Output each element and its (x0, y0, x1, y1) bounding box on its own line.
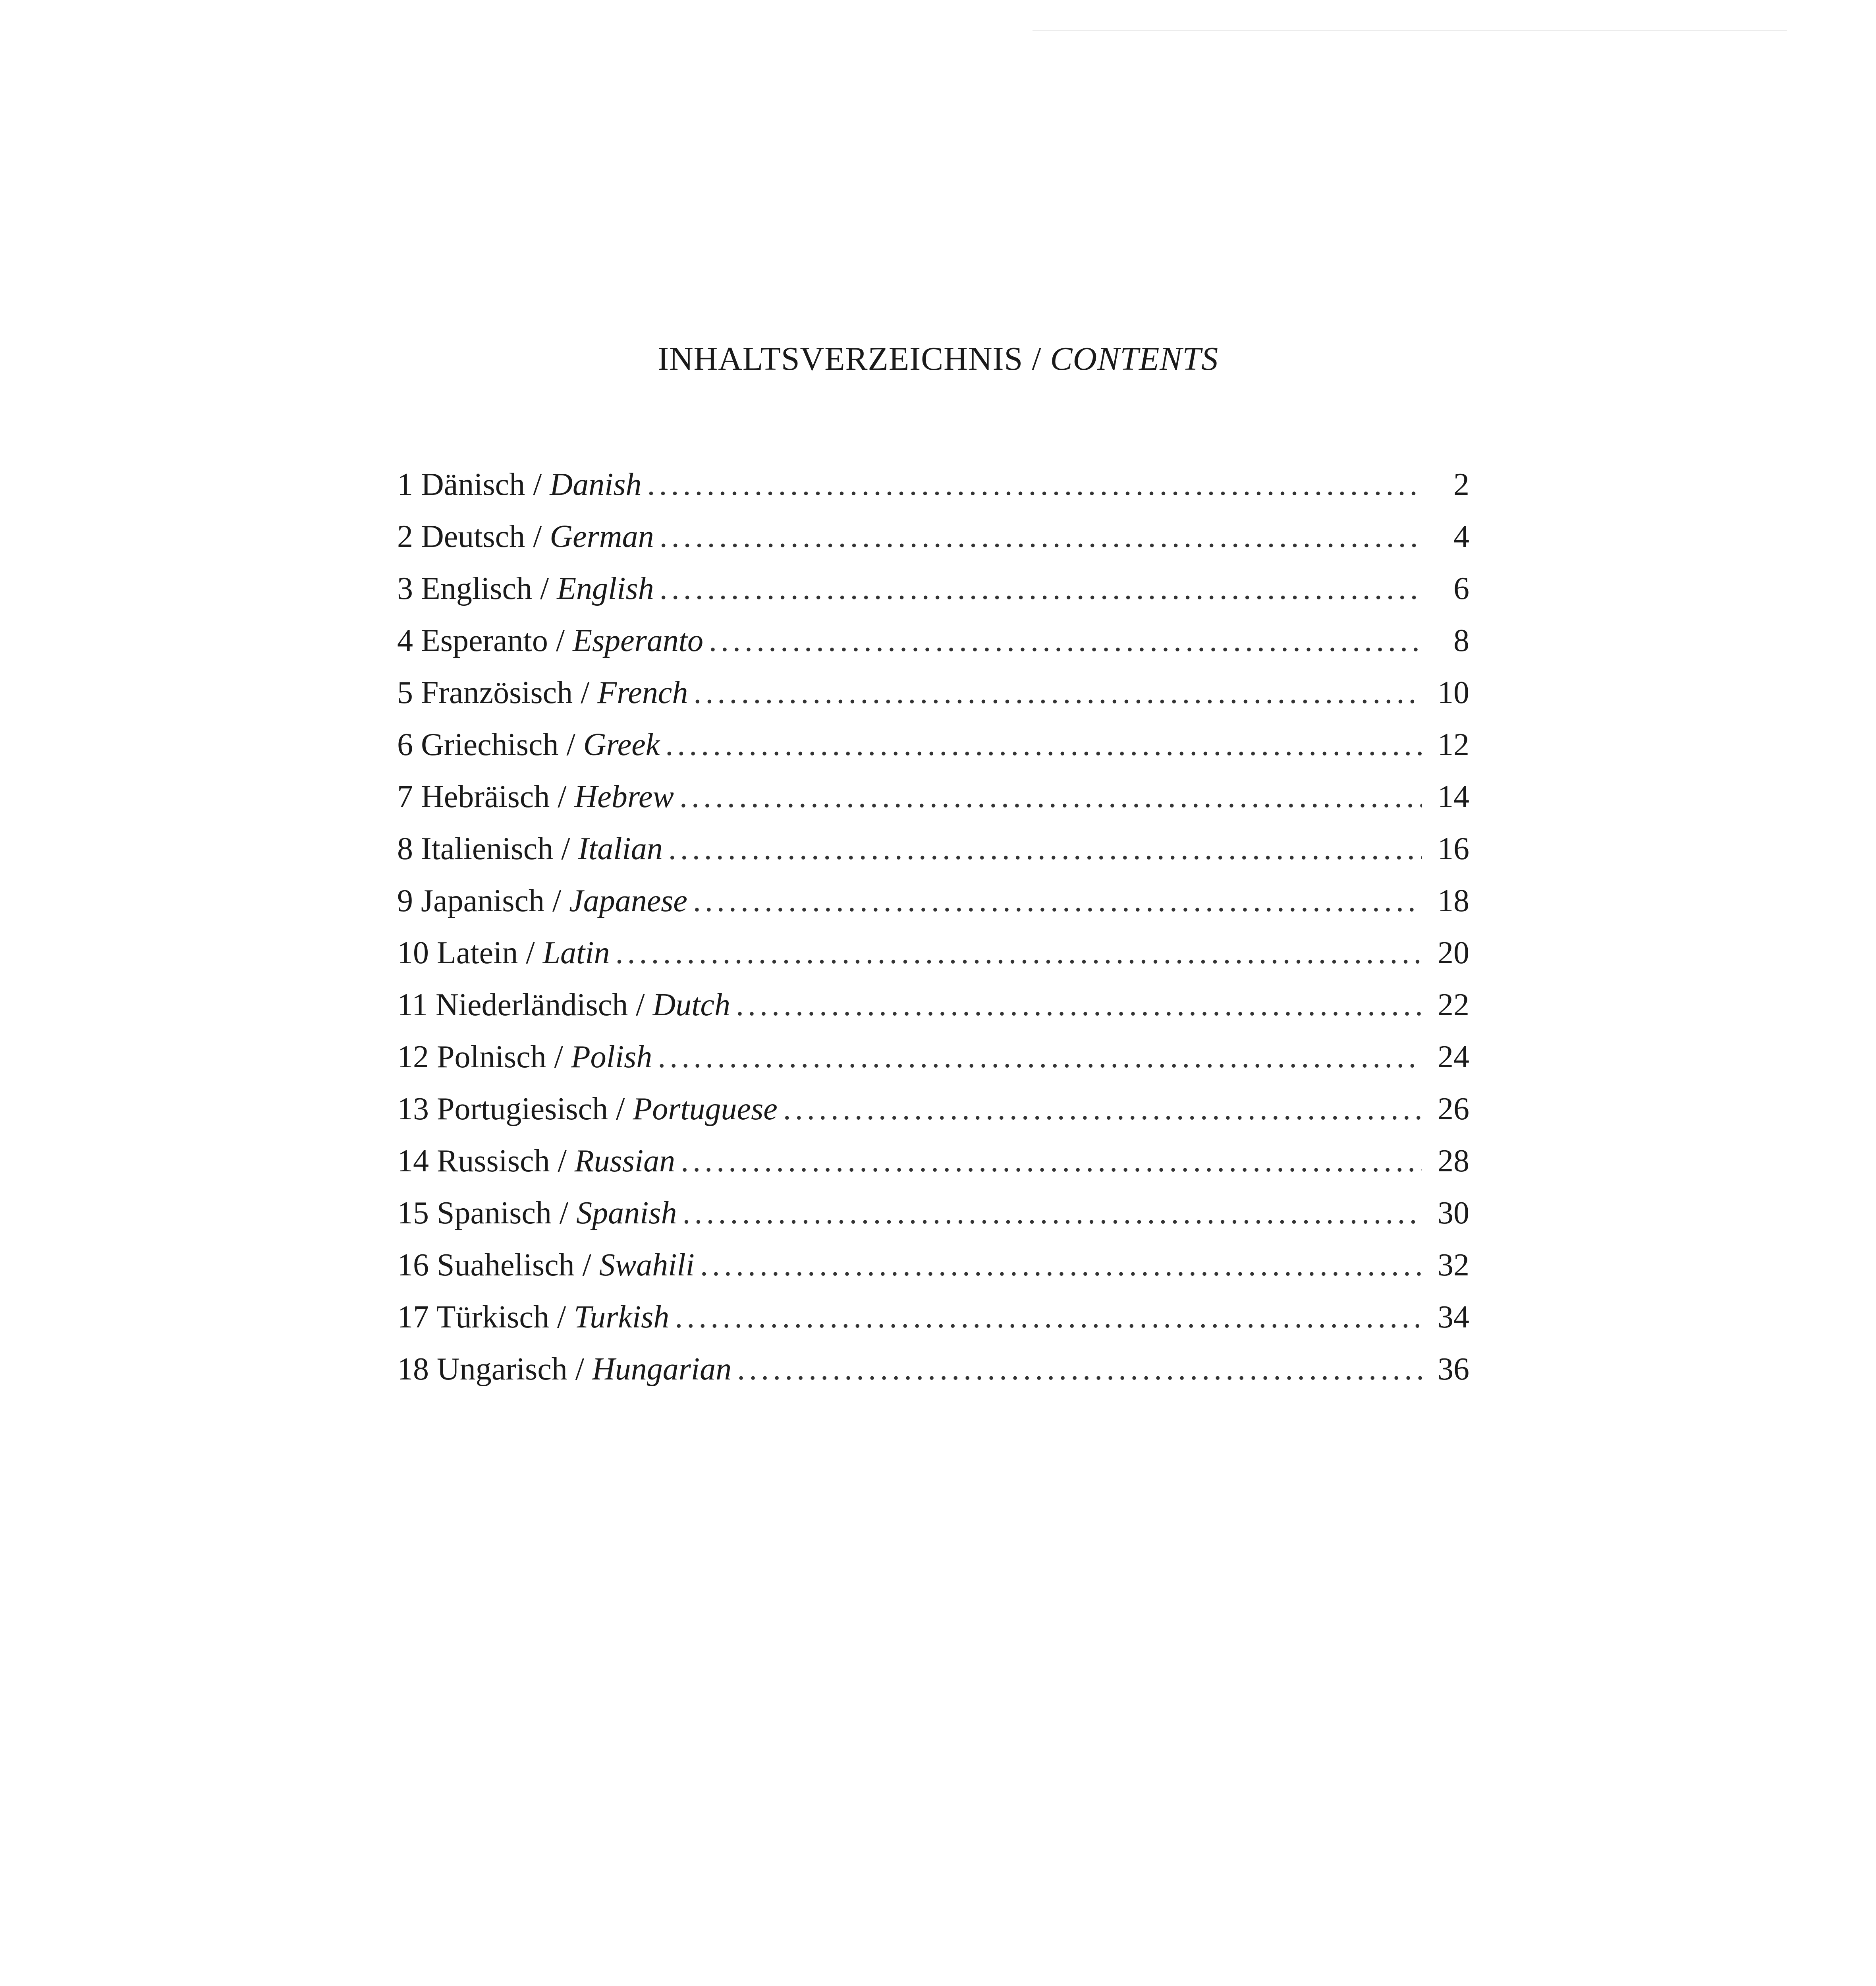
toc-entry-title (397, 1351, 731, 1387)
dot-leader (709, 623, 1422, 659)
toc-entry-english: Latin (542, 935, 610, 970)
dot-leader (783, 1091, 1422, 1127)
toc-entry-english: Danish (550, 467, 642, 502)
dot-leader (647, 467, 1422, 503)
toc-heading-german: INHALTSVERZEICHNIS / (657, 340, 1050, 377)
toc-entry-number: 14 (397, 1144, 429, 1178)
toc-entry-german: Suahelisch / (437, 1248, 591, 1283)
dot-leader (660, 519, 1422, 555)
toc-entry-english: Polish (571, 1039, 652, 1074)
toc-entry-title (397, 1195, 677, 1231)
toc-entry-title (397, 1143, 675, 1179)
toc-entry-page: 34 (1438, 1300, 1469, 1335)
toc-entry-page: 12 (1438, 727, 1469, 762)
toc-entry-german: Japanisch / (421, 883, 562, 918)
toc-entry-title (397, 935, 610, 971)
dot-leader (665, 727, 1422, 763)
toc-entry-english: Dutch (652, 987, 731, 1022)
toc-entry-english: Italian (578, 831, 663, 866)
toc-entry-title (397, 727, 660, 763)
toc-entry-page: 26 (1438, 1092, 1469, 1126)
toc-entry[interactable] (397, 1351, 1469, 1403)
toc-entry-number: 8 (397, 831, 413, 866)
toc-entry-title (397, 831, 663, 867)
toc-entry[interactable] (397, 1299, 1469, 1351)
toc-entry-german: Hebräisch / (421, 779, 567, 814)
toc-entry[interactable] (397, 519, 1469, 571)
toc-entry-number: 15 (397, 1196, 429, 1231)
toc-entry-page: 36 (1438, 1352, 1469, 1387)
toc-entry-number: 4 (397, 623, 413, 658)
toc-entry-number: 13 (397, 1092, 429, 1126)
toc-entry-english: Russian (574, 1144, 676, 1178)
toc-entry-number: 5 (397, 675, 413, 710)
toc-entry-german: Türkisch / (436, 1300, 566, 1335)
toc-entry-page: 6 (1453, 571, 1469, 606)
toc-entry-title (397, 1091, 778, 1127)
toc-entry[interactable] (397, 1039, 1469, 1091)
toc-entry-english: Greek (583, 727, 660, 762)
toc-entry-german: Französisch / (421, 675, 590, 710)
toc-entry[interactable] (397, 675, 1469, 727)
toc-entry-german: Griechisch / (421, 727, 575, 762)
toc-entry-english: Hebrew (574, 779, 674, 814)
toc-entry-english: Portuguese (633, 1092, 778, 1126)
toc-entry-number: 10 (397, 935, 429, 970)
toc-entry-number: 2 (397, 519, 413, 554)
dot-leader (736, 987, 1422, 1023)
dot-leader (737, 1351, 1422, 1387)
toc-entry-number: 18 (397, 1352, 429, 1387)
toc-entry-page: 16 (1438, 831, 1469, 866)
toc-entry-german: Polnisch / (437, 1039, 563, 1074)
toc-entry[interactable] (397, 935, 1469, 987)
toc-entry-german: Italienisch / (421, 831, 570, 866)
toc-entry-page: 22 (1438, 987, 1469, 1022)
toc-entry-number: 9 (397, 883, 413, 918)
toc-entry-title (397, 1247, 695, 1283)
toc-entry-title (397, 1299, 669, 1335)
toc-entry-german: Russisch / (437, 1144, 567, 1178)
toc-entry-number: 3 (397, 571, 413, 606)
toc-entry-english: Swahili (599, 1248, 695, 1283)
toc-entry-english: Esperanto (573, 623, 703, 658)
toc-entry-title (397, 883, 687, 919)
toc-entry-title (397, 467, 642, 503)
dot-leader (681, 1143, 1422, 1179)
toc-entry-title (397, 987, 730, 1023)
toc-entry-title (397, 623, 703, 659)
toc-entry[interactable] (397, 1143, 1469, 1195)
toc-entry-number: 17 (397, 1300, 429, 1335)
dot-leader (679, 779, 1422, 815)
toc-entry-number: 12 (397, 1039, 429, 1074)
toc-entry[interactable] (397, 987, 1469, 1039)
toc-entry[interactable] (397, 1091, 1469, 1143)
toc-entry-english: Hungarian (592, 1352, 732, 1387)
toc-entry-german: Dänisch / (421, 467, 542, 502)
toc-entry-german: Latein / (437, 935, 535, 970)
dot-leader (693, 675, 1422, 711)
toc-entry-title (397, 779, 674, 815)
toc-entry-page: 2 (1453, 467, 1469, 502)
toc-entry[interactable] (397, 467, 1469, 519)
toc-entry-page: 8 (1453, 623, 1469, 658)
toc-entry-english: German (550, 519, 654, 554)
toc-entry[interactable] (397, 571, 1469, 623)
toc-entry-number: 11 (397, 987, 428, 1022)
toc-entry-english: Japanese (569, 883, 687, 918)
toc-entry[interactable] (397, 883, 1469, 935)
toc-entry-title (397, 571, 654, 607)
toc-entry-title (397, 675, 688, 711)
toc-entry-english: French (597, 675, 688, 710)
toc-entry-page: 18 (1438, 883, 1469, 918)
dot-leader (668, 831, 1422, 867)
toc-entry[interactable] (397, 727, 1469, 779)
toc-entry-german: Portugiesisch / (437, 1092, 625, 1126)
toc-heading-english: CONTENTS (1050, 340, 1219, 377)
toc-entry-page: 28 (1438, 1144, 1469, 1178)
toc-entry-english: Turkish (574, 1300, 670, 1335)
toc-entry-page: 32 (1438, 1248, 1469, 1283)
dot-leader (682, 1195, 1422, 1231)
toc-entry-number: 7 (397, 779, 413, 814)
scan-edge-line (1033, 30, 1787, 31)
toc-heading (0, 340, 1876, 378)
toc-entry-german: Esperanto / (421, 623, 565, 658)
toc-entry-page: 4 (1453, 519, 1469, 554)
toc-entry-page: 30 (1438, 1196, 1469, 1231)
dot-leader (675, 1299, 1422, 1335)
toc-entry-title (397, 1039, 652, 1075)
table-of-contents (397, 467, 1469, 1403)
toc-entry-german: Ungarisch / (437, 1352, 585, 1387)
toc-entry[interactable] (397, 1247, 1469, 1299)
toc-entry-page: 20 (1438, 935, 1469, 970)
dot-leader (616, 935, 1422, 971)
toc-entry-english: Spanish (576, 1196, 677, 1231)
toc-entry[interactable] (397, 623, 1469, 675)
toc-entry-title (397, 519, 654, 555)
dot-leader (693, 883, 1422, 919)
toc-entry-german: Spanisch / (437, 1196, 569, 1231)
toc-entry-german: Deutsch / (421, 519, 542, 554)
toc-entry[interactable] (397, 779, 1469, 831)
dot-leader (700, 1247, 1422, 1283)
toc-entry-number: 1 (397, 467, 413, 502)
toc-entry-number: 6 (397, 727, 413, 762)
dot-leader (660, 571, 1422, 607)
toc-entry-german: Englisch / (421, 571, 549, 606)
toc-entry-page: 24 (1438, 1039, 1469, 1074)
toc-entry[interactable] (397, 1195, 1469, 1247)
toc-entry-number: 16 (397, 1248, 429, 1283)
toc-entry-german: Niederländisch / (436, 987, 645, 1022)
toc-entry-english: English (557, 571, 654, 606)
toc-entry[interactable] (397, 831, 1469, 883)
toc-entry-page: 10 (1438, 675, 1469, 710)
toc-entry-page: 14 (1438, 779, 1469, 814)
dot-leader (658, 1039, 1422, 1075)
